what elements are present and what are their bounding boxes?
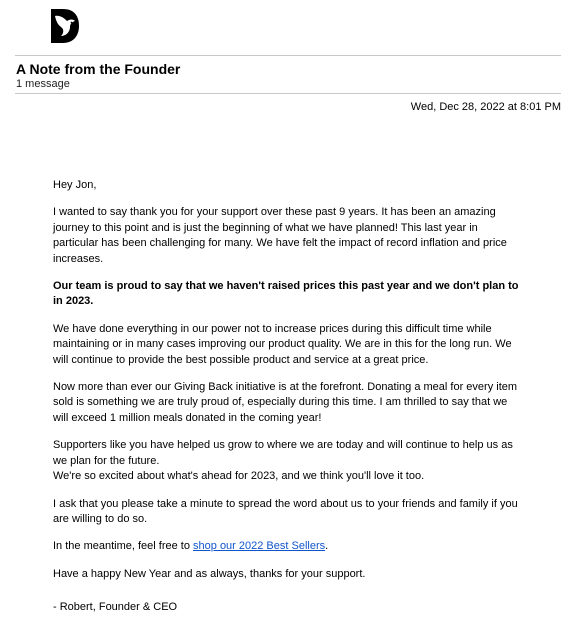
message-count: 1 message [16, 78, 70, 90]
excited-line: We're so excited about what's ahead for 2023, and we think you'll love it too. [53, 470, 425, 483]
email-date: Wed, Dec 28, 2022 at 8:01 PM [410, 101, 561, 113]
best-sellers-link[interactable]: shop our 2022 Best Sellers [193, 540, 326, 553]
body-paragraph-spread-word: I ask that you please take a minute to spread the word about us to your friends and family if you are willing to do so. [53, 497, 518, 525]
supporters-line: Supporters like you have helped us grow to where we are today and will continue to help us as we plan for the future. [53, 439, 513, 467]
body-paragraph-new-year: Have a happy New Year and as always, thanks for your support. [53, 567, 366, 580]
signature: - Robert, Founder & CEO [53, 601, 178, 614]
email-body [53, 178, 523, 628]
shop-prefix: In the meantime, feel free to [53, 540, 194, 553]
body-paragraph-giving-back: Now more than ever our Giving Back initiative is at the forefront. Donating a meal for every item sold is something we are truly proud of, especially during this time. I am thrilled to say that we will exceed 1 million meals donated in the coming year! [53, 381, 518, 424]
shop-suffix: . [325, 540, 329, 553]
greeting: Hey Jon, [53, 179, 97, 191]
brand-logo-icon [49, 7, 81, 45]
body-paragraph-shop [53, 539, 523, 554]
body-paragraph-quality: We have done everything in our power not to increase prices during this difficult time while maintaining or in many cases improving our product quality. We are in this for the long run. We will continue to provide the best possible product and service at a great price. [53, 322, 512, 366]
body-paragraph-thanks: I wanted to say thank you for your support over these past 9 years. It has been an amazing journey to this point and is just the beginning of what we have planned! This last year in particular has been challenging for many. We have felt the impact of record inflation and price increases. [53, 206, 507, 265]
body-paragraph-prices: Our team is proud to say that we haven't raised prices this past year and we don't plan to in 2023. [53, 280, 519, 308]
subject-divider [15, 93, 561, 94]
header-divider [15, 55, 561, 56]
body-paragraph-supporters [53, 438, 523, 484]
email-subject: A Note from the Founder [16, 61, 181, 77]
